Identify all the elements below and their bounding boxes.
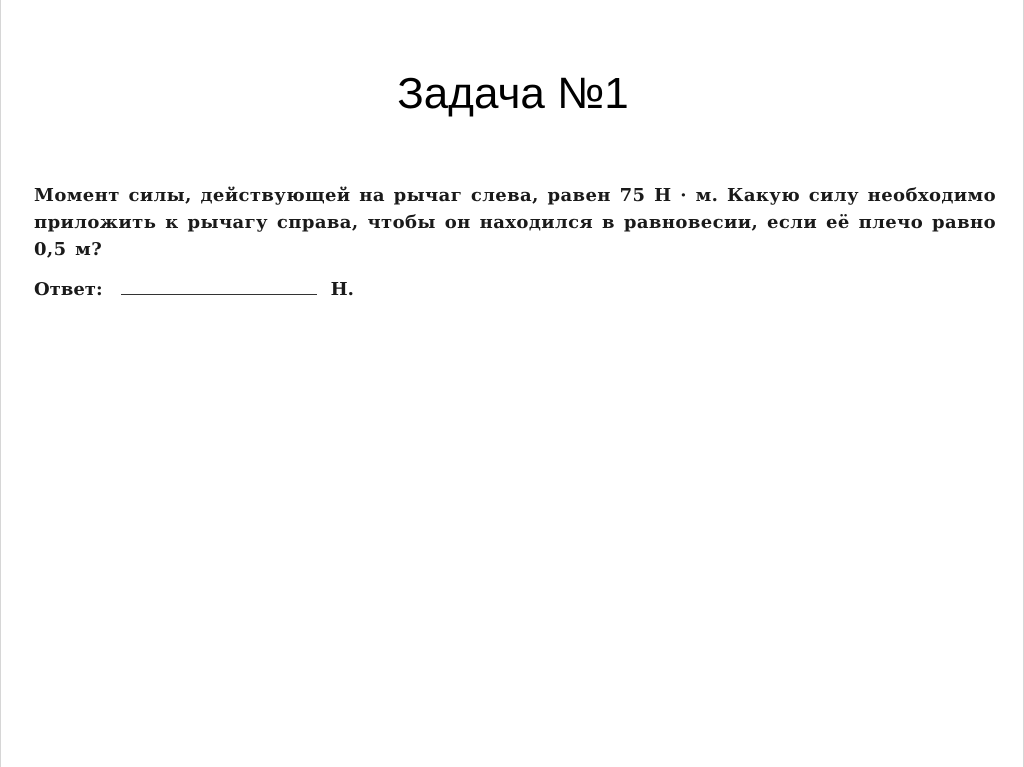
answer-blank-line bbox=[121, 276, 317, 295]
answer-row bbox=[34, 276, 996, 303]
slide-title: Задача №1 bbox=[397, 69, 629, 118]
problem-block bbox=[34, 182, 996, 303]
answer-label: Ответ: bbox=[34, 279, 103, 300]
answer-unit: Н. bbox=[330, 279, 354, 300]
problem-text: Момент силы, действующей на рычаг слева, равен 75 Н · м. Какую силу необходимо приложить к рычагу справа, чтобы он находился в равновесии, если её плечо равно 0,5 м? bbox=[34, 185, 996, 260]
